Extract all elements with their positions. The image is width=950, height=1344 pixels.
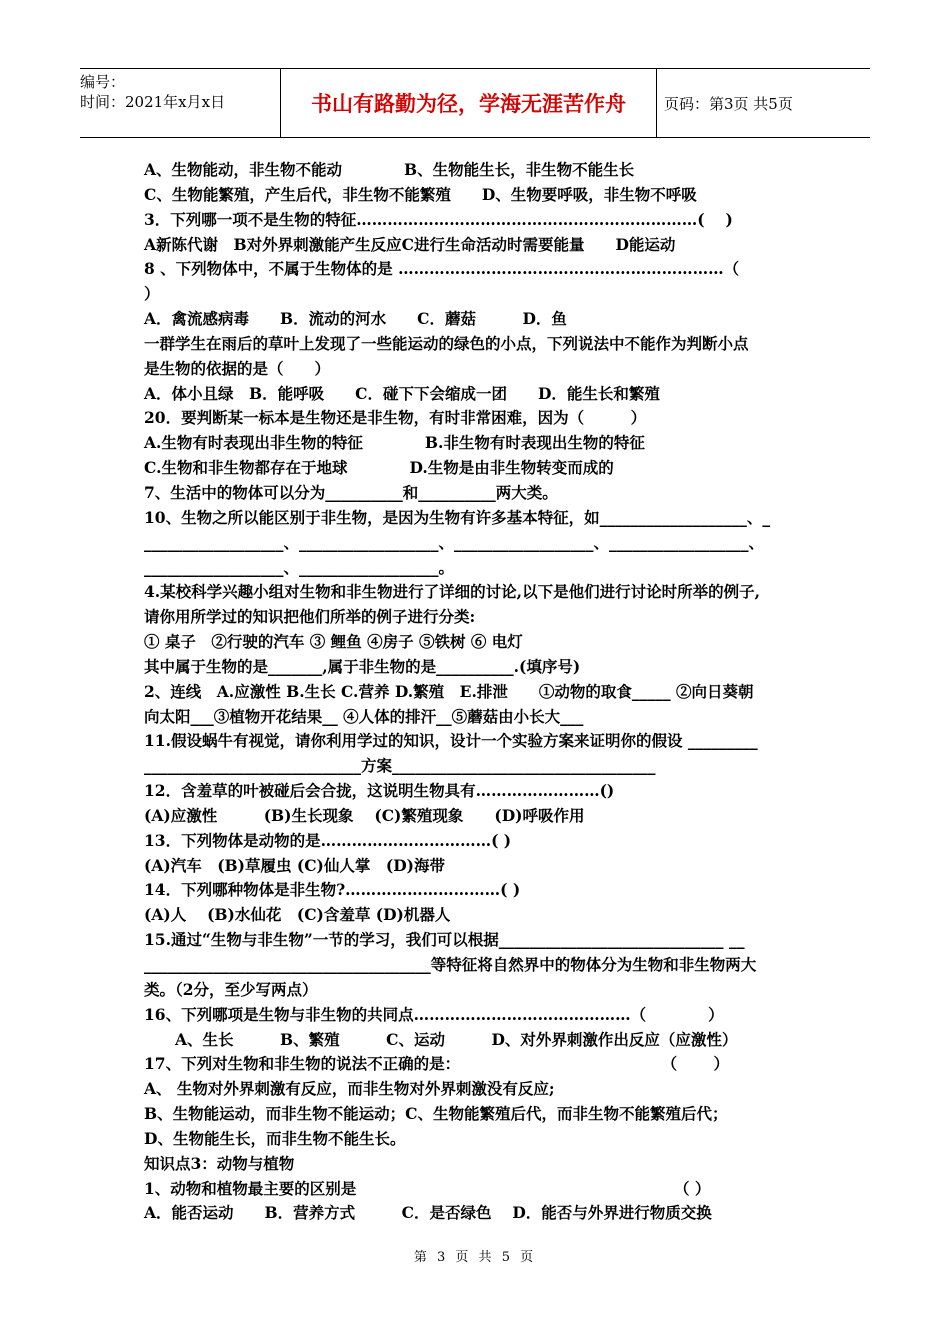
text-line: 17、下列对生物和非生物的说法不正确的是： （ ） <box>144 1054 729 1074</box>
text-line: (A)人 (B)水仙花 (C)含羞草 (D)机器人 <box>144 905 451 925</box>
text-line: A、 生物对外界刺激有反应，而非生物对外界刺激没有反应; <box>144 1079 555 1099</box>
text-line: C.生物和非生物都存在于地球 D.生物是由非生物转变而成的 <box>144 458 614 478</box>
text-line: _____________________________________等特征将自然界中的物体分为生物和非生物两大 <box>144 955 757 974</box>
header-meta <box>80 69 280 137</box>
text-line: D、生物能生长，而非生物不能生长。 <box>144 1128 406 1148</box>
text-line: 知识点3：动物与植物 <box>144 1153 295 1173</box>
text-line: 14．下列哪种物体是非生物?…………………………( ) <box>144 880 521 900</box>
text-line: 类。（2分，至少写两点） <box>144 979 318 999</box>
text-line: (A)应激性 (B)生长现象 (C)繁殖现象 (D)呼吸作用 <box>144 805 585 825</box>
document-time-label: 时间：2021年x月x日 <box>80 93 226 111</box>
text-line: 请你用所学过的知识把他们所举的例子进行分类: <box>144 607 476 627</box>
text-line: A.生物有时表现出非生物的特征 B.非生物有时表现出生物的特征 <box>144 433 645 453</box>
text-line: A、生长 B、繁殖 C、运动 D、对外界刺激作出反应（应激性） <box>144 1029 738 1049</box>
text-line: 8 、下列物体中，不属于生物体的是 ………………………………………………………（ <box>144 259 740 279</box>
text-line: 一群学生在雨后的草叶上发现了一些能运动的绿色的小点，下列说法中不能作为判断小点 <box>144 333 749 353</box>
text-line: (A)汽车 (B)草履虫 (C)仙人掌 (D)海带 <box>144 855 445 875</box>
text-line: __________________、__________________、__________________、__________________、 <box>144 532 765 552</box>
text-line: A新陈代谢 B对外界刺激能产生反应C进行生命活动时需要能量 D能运动 <box>144 234 676 254</box>
text-line: 2、连线 A.应激性 B.生长 C.营养 D.繁殖 E.排泄 ①动物的取食_____ ②向日葵朝 <box>144 681 754 701</box>
page-header <box>80 68 870 138</box>
text-line: 4.某校科学兴趣小组对生物和非生物进行了详细的讨论,以下是他们进行讨论时所举的例子, <box>144 582 760 602</box>
text-line: 向太阳___③植物开花结果__ ④人体的排汗__⑤蘑菇由小长大___ <box>144 706 584 726</box>
text-line: __________________、__________________。 <box>144 557 455 577</box>
text-line: 11.假设蜗牛有视觉，请你利用学过的知识，设计一个实验方案来证明你的假设 _________ <box>144 731 758 751</box>
text-line: A．能否运动 B．营养方式 C．是否绿色 D．能否与外界进行物质交换 <box>144 1203 712 1223</box>
page-footer: 第 3 页 共 5 页 <box>413 1250 537 1265</box>
text-line: A．禽流感病毒 B．流动的河水 C．蘑菇 D．鱼 <box>144 309 567 329</box>
text-line: 3．下列哪一项不是生物的特征…………………………………………………………( ) <box>144 209 733 229</box>
text-line: 16、下列哪项是生物与非生物的共同点……………………………………（ ） <box>144 1004 724 1024</box>
text-line: ____________________________方案__________________________________ <box>144 756 656 776</box>
text-line: 13．下列物体是动物的是……………………………( ) <box>144 830 512 850</box>
document-number-label: 编号： <box>80 73 126 91</box>
text-line: 15.通过“生物与非生物”一节的学习，我们可以根据_____________________________ __ <box>144 930 745 950</box>
text-line: A．体小且绿 B．能呼吸 C．碰下下会缩成一团 D．能生长和繁殖 <box>144 383 660 403</box>
text-line: 7、生活中的物体可以分为__________和__________两大类。 <box>144 482 558 502</box>
text-line: 其中属于生物的是_______,属于非生物的是__________.(填序号) <box>144 656 581 676</box>
text-line: 20．要判断某一标本是生物还是非生物，有时非常困难，因为（ ） <box>144 408 647 428</box>
text-line: ① 桌子 ②行驶的汽车 ③ 鲤鱼 ④房子 ⑤铁树 ⑥ 电灯 <box>144 632 523 652</box>
text-line: 1、动物和植物最主要的区别是 （ ） <box>144 1178 711 1198</box>
text-line: C、生物能繁殖，产生后代，非生物不能繁殖 D、生物要呼吸，非生物不呼吸 <box>144 184 697 204</box>
text-line: A、生物能动，非生物不能动 B、生物能生长，非生物不能生长 <box>144 160 635 179</box>
text-line: 10、生物之所以能区别于非生物，是因为生物有许多基本特征，如___________________、_ <box>144 507 771 527</box>
header-motto: 书山有路勤为径，学海无涯苦作舟 <box>280 69 657 137</box>
text-line: 是生物的依据的是（ ） <box>144 358 331 378</box>
text-line: ） <box>144 284 160 304</box>
text-line: B、生物能运动，而非生物不能运动；C、生物能繁殖后代，而非生物不能繁殖后代； <box>144 1104 728 1124</box>
question-body <box>144 158 814 1226</box>
text-line: 12．含羞草的叶被碰后会合拢，这说明生物具有……………………() <box>144 781 615 801</box>
header-page-label: 页码：第3页 共5页 <box>664 94 793 113</box>
